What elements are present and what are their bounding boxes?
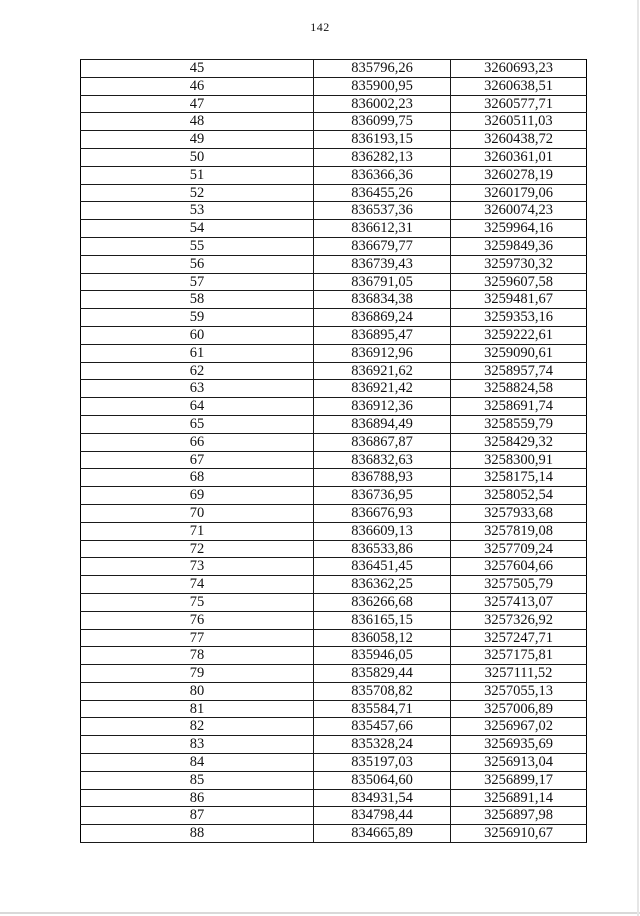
x-coordinate-cell: 835197,03 xyxy=(314,754,451,772)
y-coordinate-cell: 3260511,03 xyxy=(451,113,587,131)
table-row xyxy=(81,825,587,843)
point-number-cell: 69 xyxy=(81,487,314,505)
table-row xyxy=(81,629,587,647)
y-coordinate-cell: 3258957,74 xyxy=(451,362,587,380)
x-coordinate-cell: 836834,38 xyxy=(314,291,451,309)
table-row xyxy=(81,754,587,772)
table-row xyxy=(81,148,587,166)
table-row xyxy=(81,398,587,416)
y-coordinate-cell: 3260179,06 xyxy=(451,184,587,202)
x-coordinate-cell: 836002,23 xyxy=(314,95,451,113)
y-coordinate-cell: 3260074,23 xyxy=(451,202,587,220)
table-row xyxy=(81,558,587,576)
y-coordinate-cell: 3257413,07 xyxy=(451,593,587,611)
point-number-cell: 56 xyxy=(81,255,314,273)
table-row xyxy=(81,184,587,202)
x-coordinate-cell: 836362,25 xyxy=(314,576,451,594)
x-coordinate-cell: 836894,49 xyxy=(314,415,451,433)
point-number-cell: 64 xyxy=(81,398,314,416)
table-row xyxy=(81,273,587,291)
point-number-cell: 54 xyxy=(81,220,314,238)
x-coordinate-cell: 835708,82 xyxy=(314,682,451,700)
table-row xyxy=(81,576,587,594)
table-row xyxy=(81,291,587,309)
y-coordinate-cell: 3258300,91 xyxy=(451,451,587,469)
table-row xyxy=(81,647,587,665)
x-coordinate-cell: 836366,36 xyxy=(314,166,451,184)
x-coordinate-cell: 836788,93 xyxy=(314,469,451,487)
point-number-cell: 82 xyxy=(81,718,314,736)
point-number-cell: 73 xyxy=(81,558,314,576)
point-number-cell: 60 xyxy=(81,326,314,344)
table-row xyxy=(81,433,587,451)
y-coordinate-cell: 3260693,23 xyxy=(451,60,587,78)
x-coordinate-cell: 836676,93 xyxy=(314,504,451,522)
x-coordinate-cell: 836921,42 xyxy=(314,380,451,398)
table-row xyxy=(81,255,587,273)
x-coordinate-cell: 836739,43 xyxy=(314,255,451,273)
x-coordinate-cell: 836609,13 xyxy=(314,522,451,540)
table-row xyxy=(81,362,587,380)
y-coordinate-cell: 3257111,52 xyxy=(451,665,587,683)
y-coordinate-cell: 3257933,68 xyxy=(451,504,587,522)
y-coordinate-cell: 3258052,54 xyxy=(451,487,587,505)
y-coordinate-cell: 3260278,19 xyxy=(451,166,587,184)
y-coordinate-cell: 3259730,32 xyxy=(451,255,587,273)
point-number-cell: 65 xyxy=(81,415,314,433)
point-number-cell: 66 xyxy=(81,433,314,451)
y-coordinate-cell: 3256935,69 xyxy=(451,736,587,754)
table-row xyxy=(81,487,587,505)
point-number-cell: 51 xyxy=(81,166,314,184)
point-number-cell: 59 xyxy=(81,309,314,327)
point-number-cell: 84 xyxy=(81,754,314,772)
point-number-cell: 79 xyxy=(81,665,314,683)
table-row xyxy=(81,451,587,469)
point-number-cell: 85 xyxy=(81,771,314,789)
y-coordinate-cell: 3259090,61 xyxy=(451,344,587,362)
y-coordinate-cell: 3257326,92 xyxy=(451,611,587,629)
x-coordinate-cell: 836832,63 xyxy=(314,451,451,469)
x-coordinate-cell: 836921,62 xyxy=(314,362,451,380)
point-number-cell: 88 xyxy=(81,825,314,843)
table-row xyxy=(81,593,587,611)
x-coordinate-cell: 836058,12 xyxy=(314,629,451,647)
y-coordinate-cell: 3258429,32 xyxy=(451,433,587,451)
point-number-cell: 74 xyxy=(81,576,314,594)
table-row xyxy=(81,237,587,255)
y-coordinate-cell: 3259607,58 xyxy=(451,273,587,291)
x-coordinate-cell: 836867,87 xyxy=(314,433,451,451)
y-coordinate-cell: 3259222,61 xyxy=(451,326,587,344)
table-row xyxy=(81,682,587,700)
y-coordinate-cell: 3257006,89 xyxy=(451,700,587,718)
coordinates-table xyxy=(80,59,587,843)
table-row xyxy=(81,469,587,487)
point-number-cell: 57 xyxy=(81,273,314,291)
x-coordinate-cell: 835900,95 xyxy=(314,77,451,95)
y-coordinate-cell: 3256910,67 xyxy=(451,825,587,843)
table-row xyxy=(81,540,587,558)
y-coordinate-cell: 3258691,74 xyxy=(451,398,587,416)
y-coordinate-cell: 3259353,16 xyxy=(451,309,587,327)
y-coordinate-cell: 3256899,17 xyxy=(451,771,587,789)
point-number-cell: 49 xyxy=(81,131,314,149)
table-row xyxy=(81,700,587,718)
table-row xyxy=(81,131,587,149)
table-row xyxy=(81,166,587,184)
table-row xyxy=(81,326,587,344)
x-coordinate-cell: 836679,77 xyxy=(314,237,451,255)
table-row xyxy=(81,60,587,78)
x-coordinate-cell: 834798,44 xyxy=(314,807,451,825)
x-coordinate-cell: 836282,13 xyxy=(314,148,451,166)
x-coordinate-cell: 836612,31 xyxy=(314,220,451,238)
point-number-cell: 50 xyxy=(81,148,314,166)
page-bottom-edge xyxy=(0,912,640,914)
x-coordinate-cell: 836451,45 xyxy=(314,558,451,576)
table-row xyxy=(81,95,587,113)
x-coordinate-cell: 834665,89 xyxy=(314,825,451,843)
table-row xyxy=(81,344,587,362)
x-coordinate-cell: 835796,26 xyxy=(314,60,451,78)
x-coordinate-cell: 835328,24 xyxy=(314,736,451,754)
point-number-cell: 75 xyxy=(81,593,314,611)
point-number-cell: 78 xyxy=(81,647,314,665)
y-coordinate-cell: 3260577,71 xyxy=(451,95,587,113)
y-coordinate-cell: 3256913,04 xyxy=(451,754,587,772)
y-coordinate-cell: 3256891,14 xyxy=(451,789,587,807)
x-coordinate-cell: 836912,96 xyxy=(314,344,451,362)
point-number-cell: 80 xyxy=(81,682,314,700)
y-coordinate-cell: 3260638,51 xyxy=(451,77,587,95)
point-number-cell: 62 xyxy=(81,362,314,380)
point-number-cell: 72 xyxy=(81,540,314,558)
x-coordinate-cell: 835584,71 xyxy=(314,700,451,718)
y-coordinate-cell: 3259481,67 xyxy=(451,291,587,309)
x-coordinate-cell: 836533,86 xyxy=(314,540,451,558)
point-number-cell: 53 xyxy=(81,202,314,220)
point-number-cell: 45 xyxy=(81,60,314,78)
y-coordinate-cell: 3257055,13 xyxy=(451,682,587,700)
point-number-cell: 87 xyxy=(81,807,314,825)
x-coordinate-cell: 836266,68 xyxy=(314,593,451,611)
page-right-edge xyxy=(637,0,639,916)
point-number-cell: 68 xyxy=(81,469,314,487)
y-coordinate-cell: 3257604,66 xyxy=(451,558,587,576)
point-number-cell: 77 xyxy=(81,629,314,647)
point-number-cell: 70 xyxy=(81,504,314,522)
point-number-cell: 76 xyxy=(81,611,314,629)
y-coordinate-cell: 3258824,58 xyxy=(451,380,587,398)
y-coordinate-cell: 3260361,01 xyxy=(451,148,587,166)
y-coordinate-cell: 3257819,08 xyxy=(451,522,587,540)
table-row xyxy=(81,665,587,683)
table-row xyxy=(81,415,587,433)
x-coordinate-cell: 836736,95 xyxy=(314,487,451,505)
table-row xyxy=(81,807,587,825)
table-row xyxy=(81,789,587,807)
table-row xyxy=(81,611,587,629)
y-coordinate-cell: 3260438,72 xyxy=(451,131,587,149)
point-number-cell: 55 xyxy=(81,237,314,255)
table-row xyxy=(81,113,587,131)
x-coordinate-cell: 836099,75 xyxy=(314,113,451,131)
point-number-cell: 63 xyxy=(81,380,314,398)
x-coordinate-cell: 834931,54 xyxy=(314,789,451,807)
point-number-cell: 86 xyxy=(81,789,314,807)
point-number-cell: 46 xyxy=(81,77,314,95)
x-coordinate-cell: 836869,24 xyxy=(314,309,451,327)
x-coordinate-cell: 836895,47 xyxy=(314,326,451,344)
x-coordinate-cell: 836791,05 xyxy=(314,273,451,291)
y-coordinate-cell: 3256897,98 xyxy=(451,807,587,825)
x-coordinate-cell: 835457,66 xyxy=(314,718,451,736)
y-coordinate-cell: 3259964,16 xyxy=(451,220,587,238)
point-number-cell: 47 xyxy=(81,95,314,113)
y-coordinate-cell: 3256967,02 xyxy=(451,718,587,736)
y-coordinate-cell: 3258175,14 xyxy=(451,469,587,487)
point-number-cell: 48 xyxy=(81,113,314,131)
y-coordinate-cell: 3257247,71 xyxy=(451,629,587,647)
table-row xyxy=(81,380,587,398)
x-coordinate-cell: 836455,26 xyxy=(314,184,451,202)
point-number-cell: 52 xyxy=(81,184,314,202)
table-row xyxy=(81,309,587,327)
x-coordinate-cell: 836165,15 xyxy=(314,611,451,629)
y-coordinate-cell: 3257709,24 xyxy=(451,540,587,558)
x-coordinate-cell: 835829,44 xyxy=(314,665,451,683)
x-coordinate-cell: 836193,15 xyxy=(314,131,451,149)
table-row xyxy=(81,504,587,522)
point-number-cell: 71 xyxy=(81,522,314,540)
x-coordinate-cell: 835946,05 xyxy=(314,647,451,665)
point-number-cell: 83 xyxy=(81,736,314,754)
table-row xyxy=(81,771,587,789)
point-number-cell: 61 xyxy=(81,344,314,362)
table-row xyxy=(81,220,587,238)
table-row xyxy=(81,77,587,95)
y-coordinate-cell: 3257505,79 xyxy=(451,576,587,594)
y-coordinate-cell: 3258559,79 xyxy=(451,415,587,433)
point-number-cell: 58 xyxy=(81,291,314,309)
point-number-cell: 81 xyxy=(81,700,314,718)
y-coordinate-cell: 3259849,36 xyxy=(451,237,587,255)
coordinates-table-body xyxy=(81,60,587,843)
point-number-cell: 67 xyxy=(81,451,314,469)
table-row xyxy=(81,718,587,736)
x-coordinate-cell: 836912,36 xyxy=(314,398,451,416)
page-number: 142 xyxy=(310,20,330,34)
table-row xyxy=(81,202,587,220)
table-row xyxy=(81,736,587,754)
x-coordinate-cell: 836537,36 xyxy=(314,202,451,220)
x-coordinate-cell: 835064,60 xyxy=(314,771,451,789)
y-coordinate-cell: 3257175,81 xyxy=(451,647,587,665)
table-row xyxy=(81,522,587,540)
